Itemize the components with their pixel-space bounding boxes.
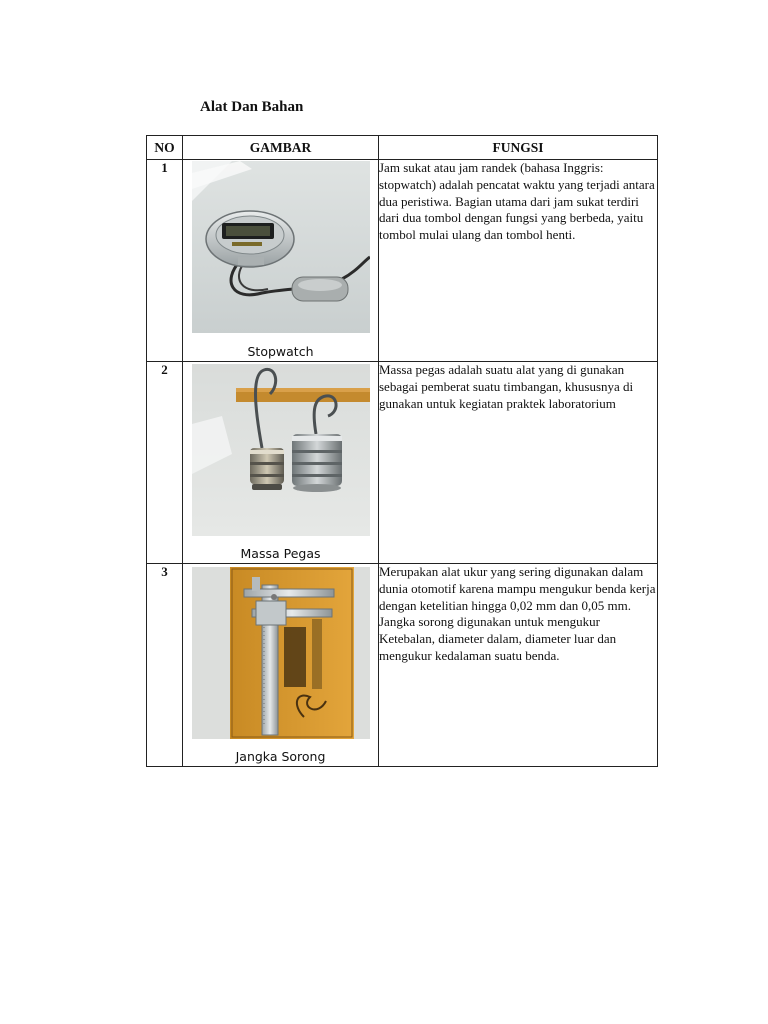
caliper-photo (192, 567, 370, 739)
image-caption: Stopwatch (247, 344, 314, 359)
image-cell (183, 160, 379, 362)
function-description: Merupakan alat ukur yang sering digunakan dalam dunia otomotif karena mampu mengukur benda kerja dengan ketelitian hingga 0,02 mm dan 0,05 mm. Jangka sorong digunakan untuk mengukur Ketebalan, diameter dalam, diameter luar dan mengukur kedalaman suatu benda. (379, 564, 658, 767)
tools-table (146, 135, 658, 767)
function-description: Massa pegas adalah suatu alat yang di gunakan sebagai pemberat suatu timbangan, khususnya di gunakan untuk kegiatan praktek laboratorium (379, 362, 658, 564)
row-number: 3 (147, 564, 183, 767)
image-caption: Jangka Sorong (235, 749, 326, 764)
header-function: FUNGSI (379, 136, 658, 160)
stopwatch-photo (192, 161, 370, 333)
header-no: NO (147, 136, 183, 160)
table-row (147, 564, 658, 767)
table-header-row (147, 136, 658, 160)
row-number: 2 (147, 362, 183, 564)
function-description: Jam sukat atau jam randek (bahasa Inggris: stopwatch) adalah pencatat waktu yang terjadi antara dua peristiwa. Bagian utama dari jam sukat terdiri dari dua tombol dengan fungsi yang berbeda, yaitu tombol mulai ulang dan tombol henti. (379, 160, 658, 362)
image-caption: Massa Pegas (240, 546, 321, 561)
row-number: 1 (147, 160, 183, 362)
header-image: GAMBAR (183, 136, 379, 160)
spring-mass-photo (192, 364, 370, 536)
image-cell (183, 362, 379, 564)
image-cell (183, 564, 379, 767)
page-title: Alat Dan Bahan (200, 99, 304, 115)
table-row (147, 362, 658, 564)
table-row (147, 160, 658, 362)
